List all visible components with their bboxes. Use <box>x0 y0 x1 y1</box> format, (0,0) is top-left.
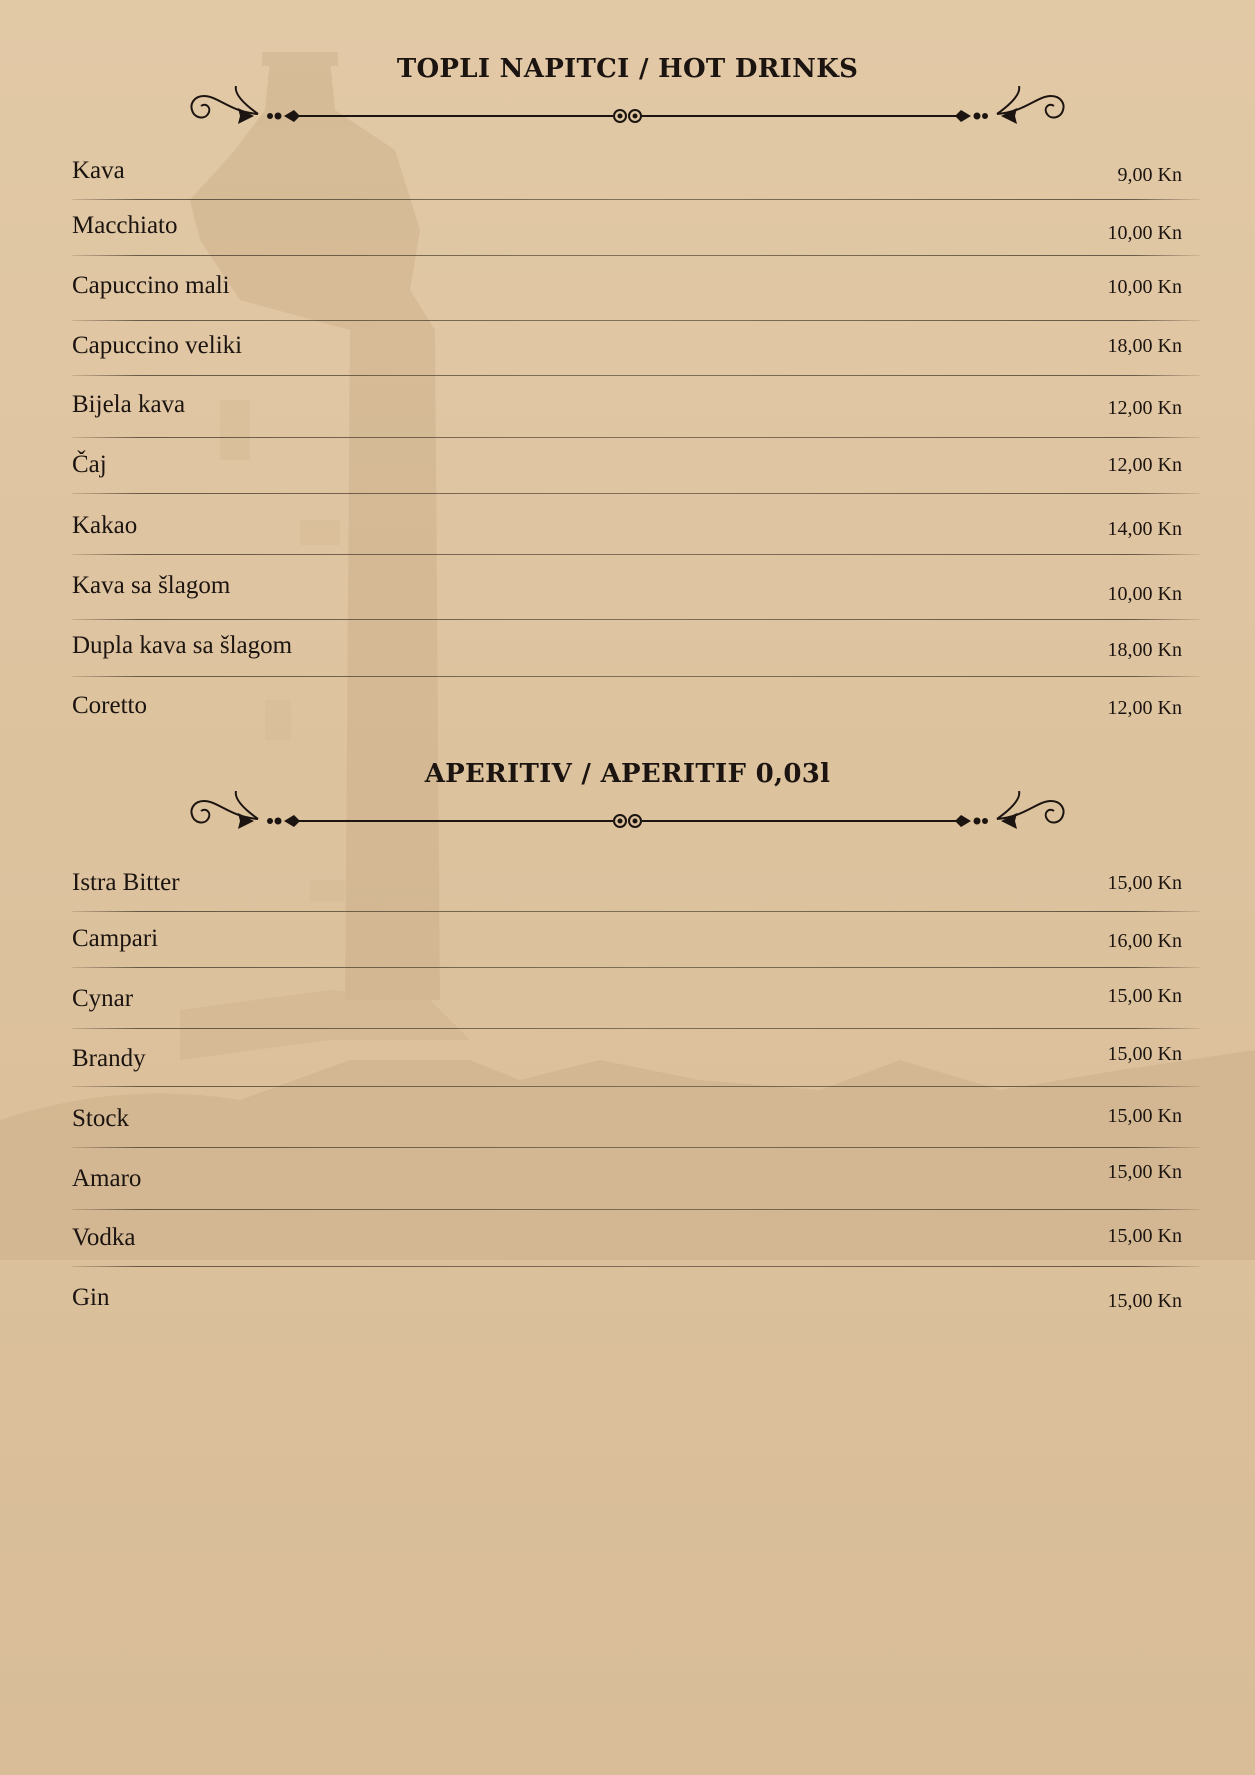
menu-item-name: Kava sa šlagom <box>72 572 231 599</box>
row-divider <box>72 1209 1200 1210</box>
flourish-divider-icon <box>190 791 1065 851</box>
menu-item-price: 18,00 Kn <box>1107 335 1182 357</box>
menu-item-price: 9,00 Kn <box>1117 164 1182 186</box>
menu-item-name: Kava <box>72 157 125 184</box>
menu-item-name: Amaro <box>72 1165 142 1192</box>
flourish-divider-icon <box>190 86 1065 146</box>
row-divider <box>72 255 1200 256</box>
menu-item-price: 16,00 Kn <box>1107 930 1182 952</box>
menu-item-price: 12,00 Kn <box>1107 397 1182 419</box>
row-divider <box>72 619 1200 620</box>
row-divider <box>72 967 1200 968</box>
menu-item-price: 10,00 Kn <box>1107 222 1182 244</box>
menu-item-name: Brandy <box>72 1045 146 1072</box>
menu-item-name: Stock <box>72 1105 129 1132</box>
row-divider <box>72 199 1200 200</box>
menu-item-price: 10,00 Kn <box>1107 583 1182 605</box>
menu-item-name: Macchiato <box>72 212 178 239</box>
menu-item-name: Dupla kava sa šlagom <box>72 632 293 659</box>
row-divider <box>72 554 1200 555</box>
section-title-hot-drinks: TOPLI NAPITCI / HOT DRINKS <box>396 54 859 84</box>
section-title-aperitif: APERITIV / APERITIF 0,03l <box>424 759 831 789</box>
menu-item-name: Cynar <box>72 985 134 1012</box>
row-divider <box>72 1028 1200 1029</box>
menu-item-name: Istra Bitter <box>72 869 180 896</box>
menu-item-price: 15,00 Kn <box>1107 985 1182 1007</box>
menu-item-name: Coretto <box>72 692 147 719</box>
row-divider <box>72 493 1200 494</box>
row-divider <box>72 320 1200 321</box>
menu-item-price: 15,00 Kn <box>1107 872 1182 894</box>
menu-item-price: 15,00 Kn <box>1107 1290 1182 1312</box>
menu-item-price: 15,00 Kn <box>1107 1225 1182 1247</box>
menu-item-price: 10,00 Kn <box>1107 276 1182 298</box>
row-divider <box>72 1086 1200 1087</box>
menu-item-name: Bijela kava <box>72 391 186 418</box>
menu-item-price: 15,00 Kn <box>1107 1161 1182 1183</box>
menu-item-price: 18,00 Kn <box>1107 639 1182 661</box>
menu-item-name: Capuccino mali <box>72 272 230 299</box>
menu-item-name: Vodka <box>72 1224 136 1251</box>
menu-item-name: Kakao <box>72 512 138 539</box>
row-divider <box>72 437 1200 438</box>
row-divider <box>72 676 1200 677</box>
menu-item-price: 15,00 Kn <box>1107 1105 1182 1127</box>
menu-item-name: Gin <box>72 1284 110 1311</box>
menu-item-name: Campari <box>72 925 159 952</box>
row-divider <box>72 1266 1200 1267</box>
menu-item-price: 12,00 Kn <box>1107 454 1182 476</box>
menu-item-price: 15,00 Kn <box>1107 1043 1182 1065</box>
menu-item-price: 12,00 Kn <box>1107 697 1182 719</box>
menu-item-price: 14,00 Kn <box>1107 518 1182 540</box>
row-divider <box>72 1147 1200 1148</box>
menu-item-name: Capuccino veliki <box>72 332 243 359</box>
row-divider <box>72 375 1200 376</box>
row-divider <box>72 911 1200 912</box>
menu-item-name: Čaj <box>72 451 107 478</box>
